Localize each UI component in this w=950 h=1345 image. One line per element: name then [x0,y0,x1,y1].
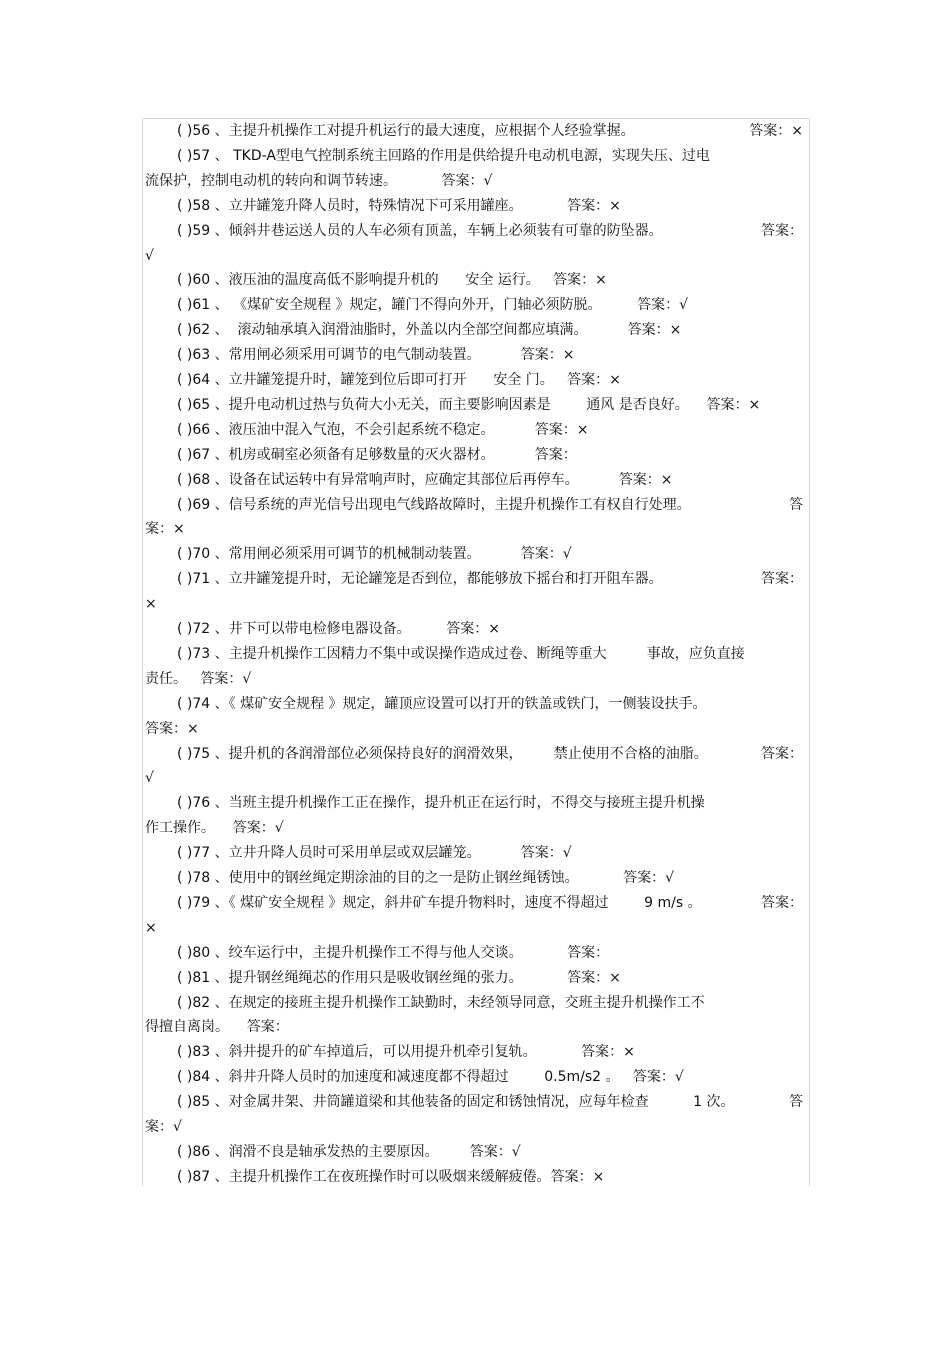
document-line [143,418,809,443]
line-text: ( )86 、润滑不良是轴承发热的主要原因。 答案：√ [177,1143,521,1160]
document-line [143,791,809,816]
document-line [143,991,809,1016]
line-text: ( )68 、设备在试运转中有异常响声时，应确定其部位后再停车。 答案：× [177,471,673,488]
document-line [143,219,809,244]
line-text: × [145,596,157,613]
document-line [143,1165,809,1190]
line-text: ( )78 、使用中的钢丝绳定期涂油的目的之一是防止钢丝绳锈蚀。 答案：√ [177,870,675,886]
line-text: ( )69 、信号系统的声光信号出现电气线路故障时，主提升机操作工有权自行处理。 [177,496,691,513]
line-text: ( )61 、 《煤矿安全规程 》规定，罐门不得向外开，门轴必须防脱。 答案：√ [177,297,689,314]
line-text: ( )79 、《 煤矿安全规程 》规定，斜井矿车提升物料时，速度不得超过 9 m/s 。 [177,894,702,911]
line-text: ( )64 、立井罐笼提升时，罐笼到位后即可打开 安全 门。 答案：× [177,372,621,388]
document-line [143,841,809,866]
line-text: ( )63 、常用闸必须采用可调节的电气制动装置。 答案：× [177,347,575,364]
document-line [143,642,809,667]
document-line [143,1090,809,1115]
line-answer: 答案： [761,222,803,239]
line-answer: 答案： [761,894,803,911]
document-line [143,766,809,791]
document-line [143,717,809,742]
line-text: ( )80 、绞车运行中，主提升机操作工不得与他人交谈。 答案： [177,944,610,961]
document-line [143,318,809,343]
document-line [143,1015,809,1040]
line-text: √ [145,247,154,264]
line-text: ( )60 、液压油的温度高低不影响提升机的 安全 运行。 答案：× [177,272,607,289]
line-text: ( )82 、在规定的接班主提升机操作工缺勤时，未经领导同意，交班主提升机操作工不 [177,994,705,1011]
line-text: ( )76 、当班主提升机操作工正在操作，提升机正在运行时，不得交与接班主提升机操 [177,795,705,812]
line-text: ( )66 、液压油中混入气泡，不会引起系统不稳定。 答案：× [177,421,589,438]
document-line [143,119,809,144]
line-text: √ [145,770,154,787]
document-line [143,468,809,493]
line-text: 答案：× [145,720,199,737]
line-text: ( )81 、提升钢丝绳绳芯的作用只是吸收钢丝绳的张力。 答案：× [177,969,621,986]
document-line [143,692,809,717]
line-text: ( )73 、主提升机操作工因精力不集中或误操作造成过卷、断绳等重大 事故，应负直接 [177,645,745,662]
document-line [143,493,809,518]
document-line [143,1065,809,1090]
document-line [143,592,809,617]
document-line [143,244,809,269]
line-answer: 答案：× [749,123,803,139]
line-text: ( )57 、 TKD-A型电气控制系统主回路的作用是供给提升电动机电源，实现失压、过电 [177,147,710,164]
line-text: ( )58 、立井罐笼升降人员时，特殊情况下可采用罐座。 答案：× [177,197,621,214]
document-line [143,742,809,767]
line-text: 作工操作。 答案：√ [145,820,284,837]
line-text: ( )77 、立井升降人员时可采用单层或双层罐笼。 答案：√ [177,845,572,862]
line-text: ( )65 、提升电动机过热与负荷大小无关，而主要影响因素是 通风 是否良好。 答案：× [177,396,761,413]
document-line [143,293,809,318]
line-text: × [145,919,157,936]
line-text: ( )75 、提升机的各润滑部位必须保持良好的润滑效果， 禁止使用不合格的油脂。 [177,745,708,762]
line-text: 案：√ [145,1119,182,1135]
document-line [143,816,809,841]
line-text: ( )72 、井下可以带电检修电器设备。 答案：× [177,621,500,637]
document-line [143,667,809,692]
document-line [143,343,809,368]
document-line [143,542,809,567]
line-text: ( )71 、立井罐笼提升时，无论罐笼是否到位，都能够放下摇台和打开阻车器。 [177,571,663,588]
document-line [143,916,809,941]
document-line [143,169,809,194]
line-text: ( )56 、主提升机操作工对提升机运行的最大速度，应根据个人经验掌握。 [177,123,635,139]
document-line [143,617,809,642]
document-line [143,941,809,966]
line-text: ( )70 、常用闸必须采用可调节的机械制动装置。 答案：√ [177,546,572,563]
line-text: ( )62 、 滚动轴承填入润滑油脂时，外盖以内全部空间都应填满。 答案：× [177,322,682,339]
document-line [143,443,809,468]
line-text: 流保护，控制电动机的转向和调节转速。 答案：√ [145,172,493,189]
line-answer: 答 [789,1094,803,1111]
document-line [143,144,809,169]
line-text: 案：× [145,521,185,538]
document-line [143,1115,809,1140]
line-answer: 答 [789,496,803,513]
line-text: ( )83 、斜井提升的矿车掉道后，可以用提升机牵引复轨。 答案：× [177,1044,635,1061]
document-line [143,966,809,991]
line-answer: 答案： [761,745,803,762]
line-text: ( )74 、《 煤矿安全规程 》规定，罐顶应设置可以打开的铁盖或铁门，一侧装设扶手。 [177,695,707,712]
line-text: 责任。 答案：√ [145,670,252,687]
line-text: ( )84 、斜井升降人员时的加速度和减速度都不得超过 0.5m/s2 。 答案：√ [177,1069,684,1086]
document-line [143,393,809,418]
line-text: ( )85 、对金属井架、井筒罐道梁和其他装备的固定和锈蚀情况，应每年检查 1 次。 [177,1094,735,1111]
document-line [143,567,809,592]
document-line [143,368,809,393]
document-line [143,866,809,891]
line-text: ( )67 、机房或硐室必须备有足够数量的灭火器材。 答案： [177,446,577,463]
line-answer: 答案： [761,571,803,588]
line-text: ( )87 、主提升机操作工在夜班操作时可以吸烟来缓解疲倦。答案：× [177,1168,605,1185]
document-page [142,118,810,1186]
document-line [143,891,809,916]
document-line [143,517,809,542]
document-line [143,194,809,219]
line-text: ( )59 、倾斜井巷运送人员的人车必须有顶盖，车辆上必须装有可靠的防坠器。 [177,222,663,239]
document-line [143,268,809,293]
line-text: 得擅自离岗。 答案： [145,1019,289,1036]
document-line [143,1140,809,1165]
document-line [143,1040,809,1065]
